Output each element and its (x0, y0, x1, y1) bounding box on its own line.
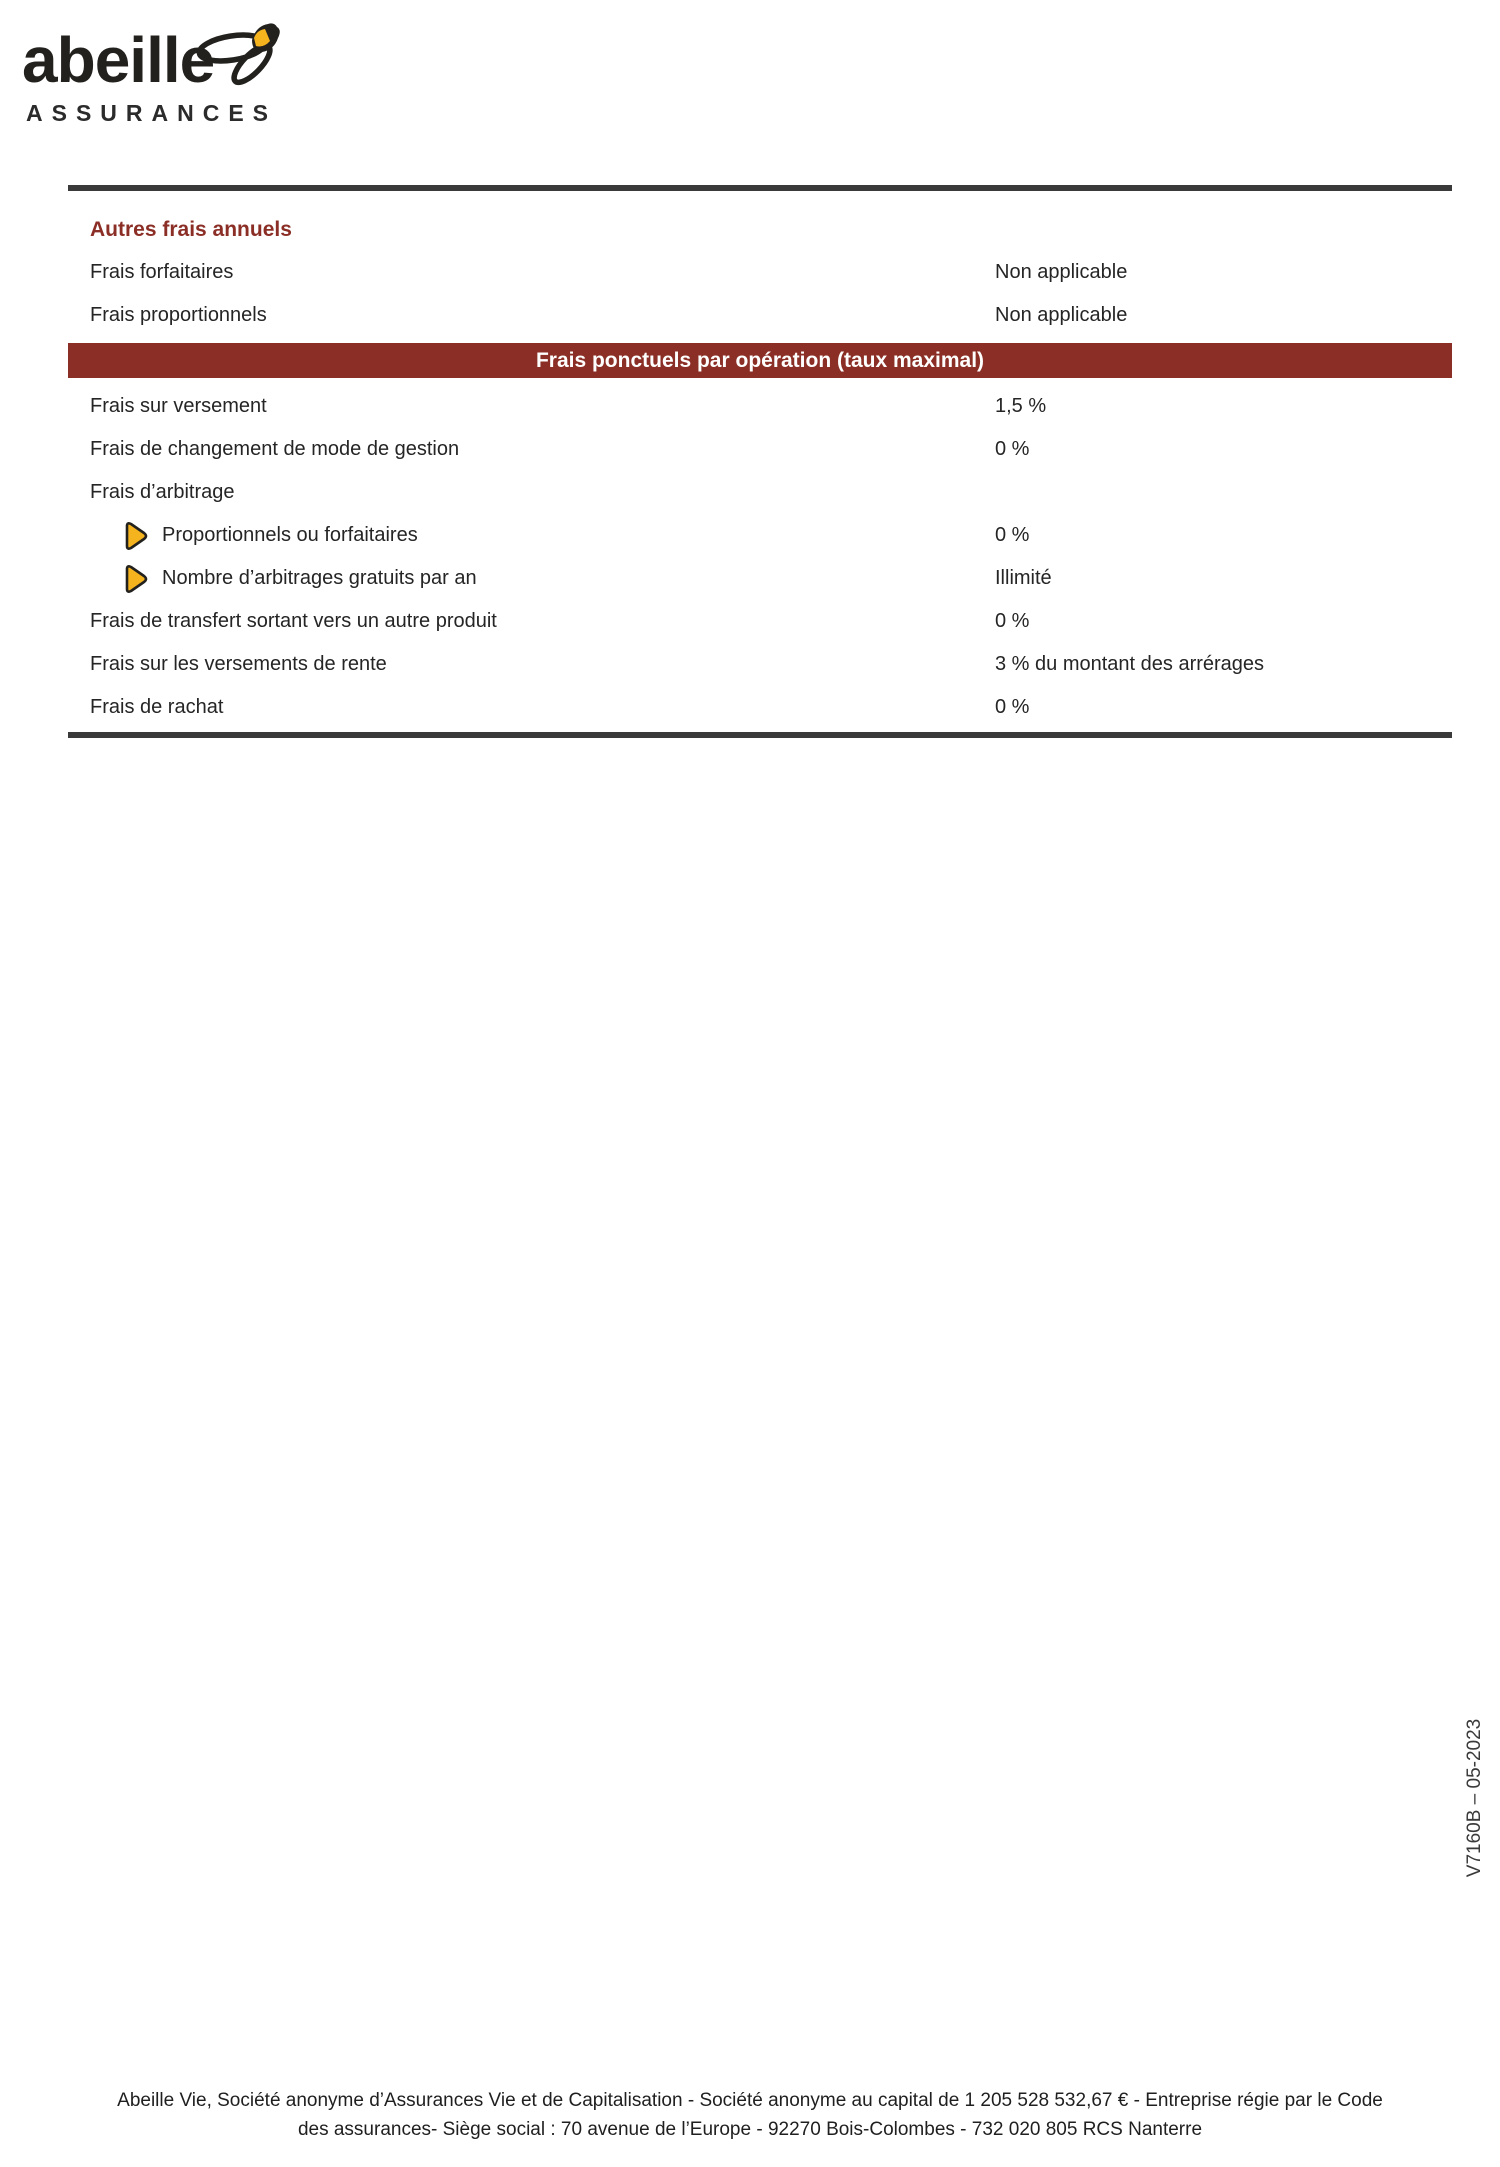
logo-subtitle: ASSURANCES (26, 100, 278, 126)
row-label: Frais proportionnels (90, 304, 267, 326)
row-label: Frais sur les versements de rente (90, 653, 387, 675)
row-value: Illimité (995, 567, 1052, 589)
bee-icon (194, 14, 290, 97)
section-heading: Autres frais annuels (90, 217, 292, 241)
table-row (68, 643, 1452, 686)
bullet-triangle-icon (122, 563, 149, 595)
row-label: Frais de transfert sortant vers un autre produit (90, 610, 497, 632)
row-value: Non applicable (995, 304, 1128, 326)
row-value: Non applicable (995, 261, 1128, 283)
row-value: 0 % (995, 610, 1030, 632)
row-value: 1,5 % (995, 395, 1047, 417)
table-subrow (68, 557, 1452, 600)
table-row (68, 251, 1452, 294)
row-label: Frais sur versement (90, 395, 267, 417)
table-row (68, 428, 1452, 471)
table-row (68, 471, 1452, 514)
table-row (68, 686, 1452, 729)
table-row (68, 294, 1452, 337)
row-label: Proportionnels ou forfaitaires (162, 524, 418, 546)
document-reference-code: V7160B – 05-2023 (1464, 1718, 1485, 1878)
rows-group (68, 385, 1452, 729)
logo-wordmark: abeille (22, 24, 215, 96)
table-subrow (68, 514, 1452, 557)
row-value: 0 % (995, 696, 1030, 718)
section-band: Frais ponctuels par opération (taux maximal) (68, 343, 1452, 378)
legal-footer (0, 2086, 1500, 2144)
table-bottom-rule (68, 732, 1452, 738)
row-label: Frais d’arbitrage (90, 481, 235, 503)
table-row (68, 385, 1452, 428)
row-label: Nombre d’arbitrages gratuits par an (162, 567, 477, 589)
table-row (68, 600, 1452, 643)
bullet-triangle-icon (122, 520, 149, 552)
legal-footer-line2: des assurances- Siège social : 70 avenue de l’Europe - 92270 Bois-Colombes - 732 020 805 RCS Nanterre (297, 2119, 1203, 2140)
row-value: 3 % du montant des arrérages (995, 653, 1265, 675)
row-label: Frais de rachat (90, 696, 224, 718)
legal-footer-line1: Abeille Vie, Société anonyme d’Assurances Vie et de Capitalisation - Société anonyme au capital de 1 205 528 532,67 € - Entreprise régie par le Code (117, 2090, 1383, 2111)
fees-table (68, 185, 1452, 738)
table-top-rule (68, 185, 1452, 191)
abeille-logo (22, 10, 322, 126)
row-value: 0 % (995, 438, 1030, 460)
row-value: 0 % (995, 524, 1030, 546)
row-label: Frais forfaitaires (90, 261, 234, 283)
row-label: Frais de changement de mode de gestion (90, 438, 460, 460)
